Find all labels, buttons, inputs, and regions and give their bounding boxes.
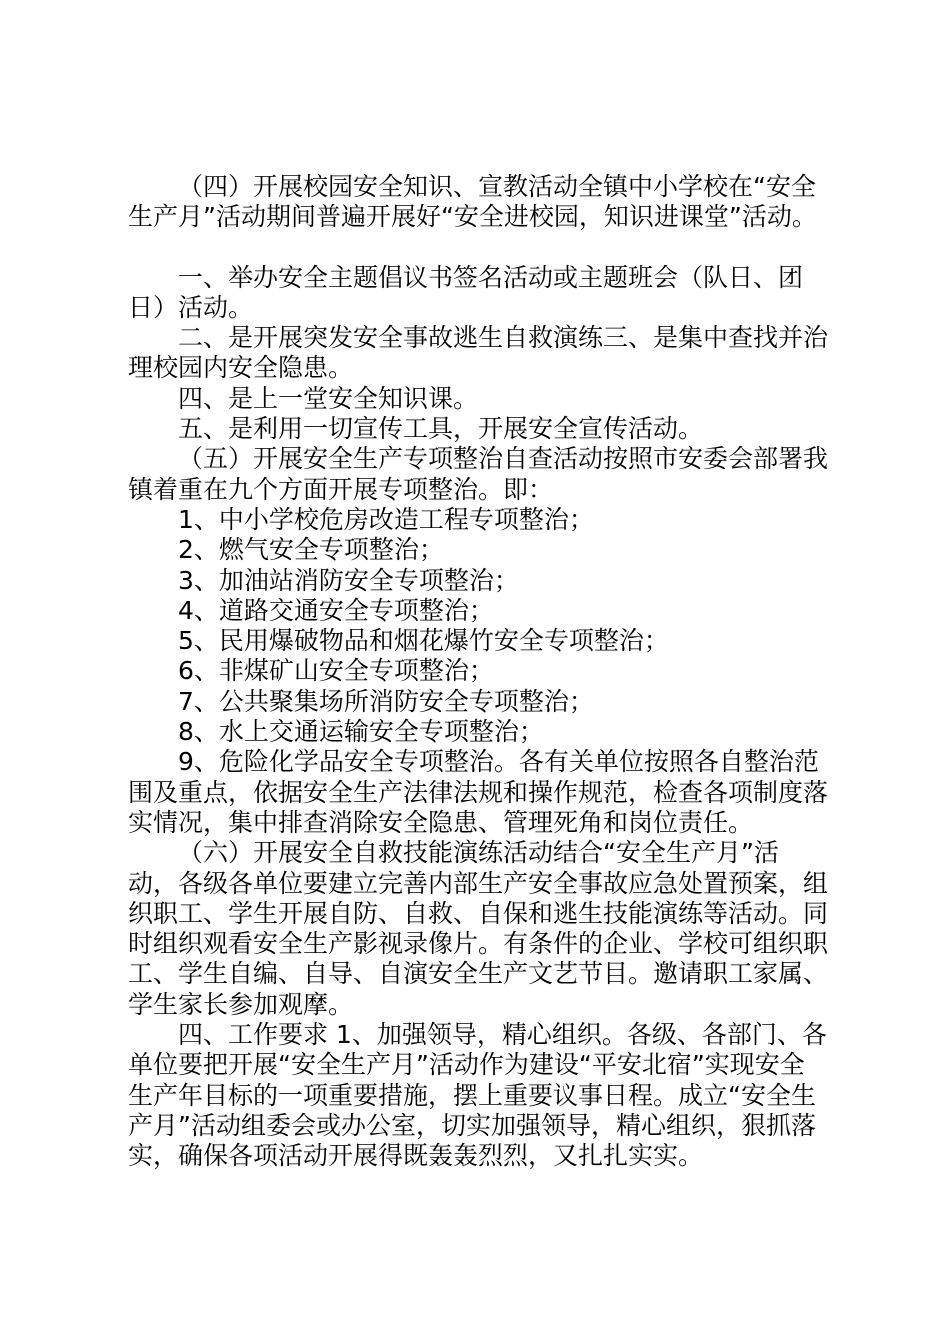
paragraph-section-6: （六）开展安全自救技能演练活动结合“安全生产月”活动，各级各单位要建立完善内部生产安全事故应急处置预案，组织职工、学生开展自防、自救、自保和逃生技能演练等活动。同时组织观看安全生产影视录像片。有条件的企业、学校可组织职工、学生自编、自导、自演安全生产文艺节目。邀请职工家属、学生家长参加观摩。: [128, 838, 829, 1019]
paragraph-work-requirements: 四、工作要求 1、加强领导，精心组织。各级、各部门、各单位要把开展“安全生产月”活动作为建设“平安北宿”实现安全生产年目标的一项重要措施，摆上重要议事日程。成立“安全生产月”活动组委会或办公室，切实加强领导，精心组织，狠抓落实，确保各项活动开展得既轰轰烈烈，又扎扎实实。: [128, 1020, 827, 1171]
paragraph-item-2: 二、是开展突发安全事故逃生自救演练三、是集中查找并治理校园内安全隐患。: [128, 323, 829, 383]
paragraph-item-1: 一、举办安全主题倡议书签名活动或主题班会（队日、团日）活动。: [128, 262, 804, 322]
list-item-rectification-4: 4、道路交通安全专项整治；: [178, 595, 494, 625]
list-item-rectification-3: 3、加油站消防安全专项整治；: [178, 565, 519, 595]
list-item-rectification-5: 5、民用爆破物品和烟花爆竹安全专项整治；: [178, 626, 669, 656]
list-item-rectification-8: 8、水上交通运输安全专项整治；: [178, 717, 544, 747]
paragraph-section-5: （五）开展安全生产专项整治自查活动按照市安委会部署我镇着重在九个方面开展专项整治。即：: [128, 444, 829, 504]
list-item-rectification-1: 1、中小学校危房改造工程专项整治；: [178, 504, 594, 534]
list-item-rectification-2: 2、燃气安全专项整治；: [178, 535, 444, 565]
list-item-rectification-6: 6、非煤矿山安全专项整治；: [178, 656, 494, 686]
paragraph-item-5: 五、是利用一切宣传工具，开展安全宣传活动。: [178, 414, 704, 444]
list-item-rectification-9: 9、危险化学品安全专项整治。各有关单位按照各自整治范围及重点，依据安全生产法律法规和操作规范，检查各项制度落实情况，集中排查消除安全隐患、管理死角和岗位责任。: [128, 747, 829, 837]
paragraph-spacer: [128, 233, 828, 263]
document-body: [128, 172, 828, 1172]
list-item-rectification-7: 7、公共聚集场所消防安全专项整治；: [178, 686, 594, 716]
paragraph-item-4: 四、是上一堂安全知识课。: [178, 383, 479, 413]
paragraph-section-4: （四）开展校园安全知识、宣教活动全镇中小学校在“安全生产月”活动期间普遍开展好“安全进校园，知识进课堂”活动。: [128, 172, 817, 232]
